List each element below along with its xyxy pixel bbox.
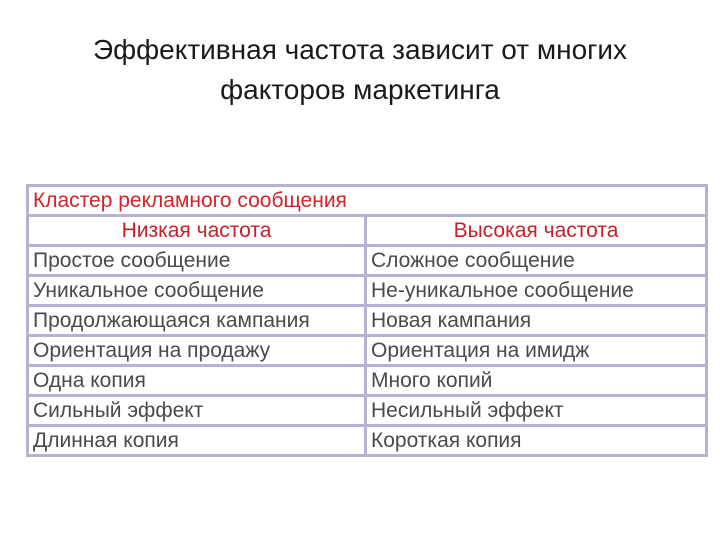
- table-cell-high: Не-уникальное сообщение: [366, 276, 707, 306]
- table-cell-low: Одна копия: [28, 366, 366, 396]
- table-cell-high: Сложное сообщение: [366, 246, 707, 276]
- cluster-table: [26, 184, 708, 457]
- table-cell-high: Несильный эффект: [366, 396, 707, 426]
- table-cell-high: Много копий: [366, 366, 707, 396]
- table-header-cell: Кластер рекламного сообщения: [28, 186, 707, 216]
- column-header-row: [28, 216, 707, 246]
- table-row: [28, 336, 707, 366]
- table-cell-high: Ориентация на имидж: [366, 336, 707, 366]
- table-row: [28, 276, 707, 306]
- table-header-row: [28, 186, 707, 216]
- column-header-high: Высокая частота: [366, 216, 707, 246]
- title-line-1: Эффективная частота зависит от многих: [92, 34, 627, 65]
- slide-title: [60, 30, 660, 110]
- table-row: [28, 426, 707, 456]
- table-row: [28, 246, 707, 276]
- table-row: [28, 366, 707, 396]
- table-cell-low: Длинная копия: [28, 426, 366, 456]
- table-row: [28, 396, 707, 426]
- title-line-2: факторов маркетинга: [220, 74, 500, 105]
- table-cell-high: Короткая копия: [366, 426, 707, 456]
- table-cell-low: Ориентация на продажу: [28, 336, 366, 366]
- table-row: [28, 306, 707, 336]
- table-cell-low: Сильный эффект: [28, 396, 366, 426]
- table-cell-low: Продолжающаяся кампания: [28, 306, 366, 336]
- table-cell-low: Простое сообщение: [28, 246, 366, 276]
- column-header-low: Низкая частота: [28, 216, 366, 246]
- table-cell-low: Уникальное сообщение: [28, 276, 366, 306]
- table-cell-high: Новая кампания: [366, 306, 707, 336]
